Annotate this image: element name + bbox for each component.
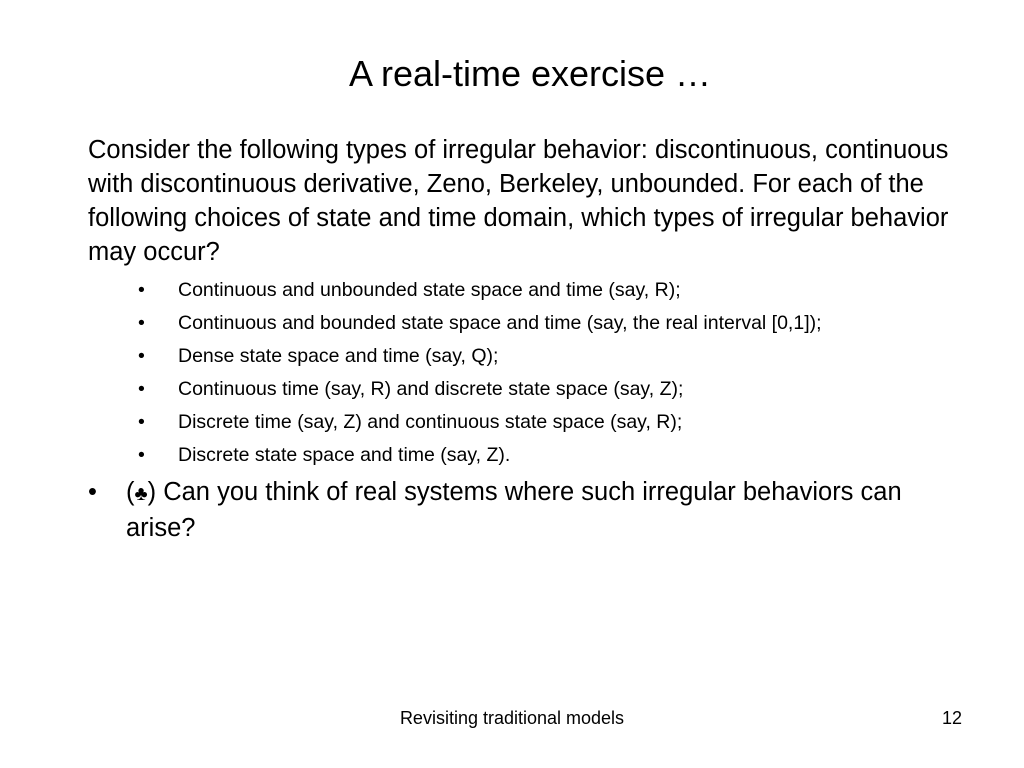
list-item	[138, 406, 822, 439]
list-item-text: Continuous time (say, R) and discrete state space (say, Z);	[178, 378, 684, 400]
club-icon: ♣	[134, 483, 148, 505]
footer-title: Revisiting traditional models	[399, 708, 625, 728]
bullet-icon: •	[138, 444, 145, 466]
bullet-icon: •	[138, 345, 145, 367]
list-item-text: Dense state space and time (say, Q);	[178, 345, 499, 367]
question-text: ) Can you think of real systems where such irregular behaviors can arise?	[126, 478, 902, 542]
bullet-icon: •	[138, 411, 145, 433]
domain-choices-list	[138, 274, 822, 472]
bullet-icon: •	[138, 378, 145, 400]
question-open-paren: (	[126, 478, 135, 506]
page-number: 12	[941, 708, 962, 728]
question-list	[88, 475, 968, 545]
list-item	[138, 274, 822, 307]
bullet-icon: •	[88, 478, 97, 506]
list-item	[138, 340, 822, 373]
bullet-icon: •	[138, 279, 145, 301]
list-item	[138, 307, 822, 340]
bullet-icon: •	[138, 312, 145, 334]
intro-paragraph: Consider the following types of irregular behavior: discontinuous, continuous with discontinuous derivative, Zeno, Berkeley, unbounded. For each of the following choices of state and time domain, which types of irregular behavior may occur?	[88, 136, 949, 266]
list-item-text: Continuous and bounded state space and time (say, the real interval [0,1]);	[178, 312, 822, 334]
list-item-text: Continuous and unbounded state space and time (say, R);	[178, 279, 681, 301]
list-item-text: Discrete time (say, Z) and continuous state space (say, R);	[178, 411, 683, 433]
question-item	[88, 475, 968, 545]
list-item-text: Discrete state space and time (say, Z).	[178, 444, 511, 466]
list-item	[138, 373, 822, 406]
slide-title: A real-time exercise …	[348, 53, 712, 94]
list-item	[138, 439, 822, 472]
